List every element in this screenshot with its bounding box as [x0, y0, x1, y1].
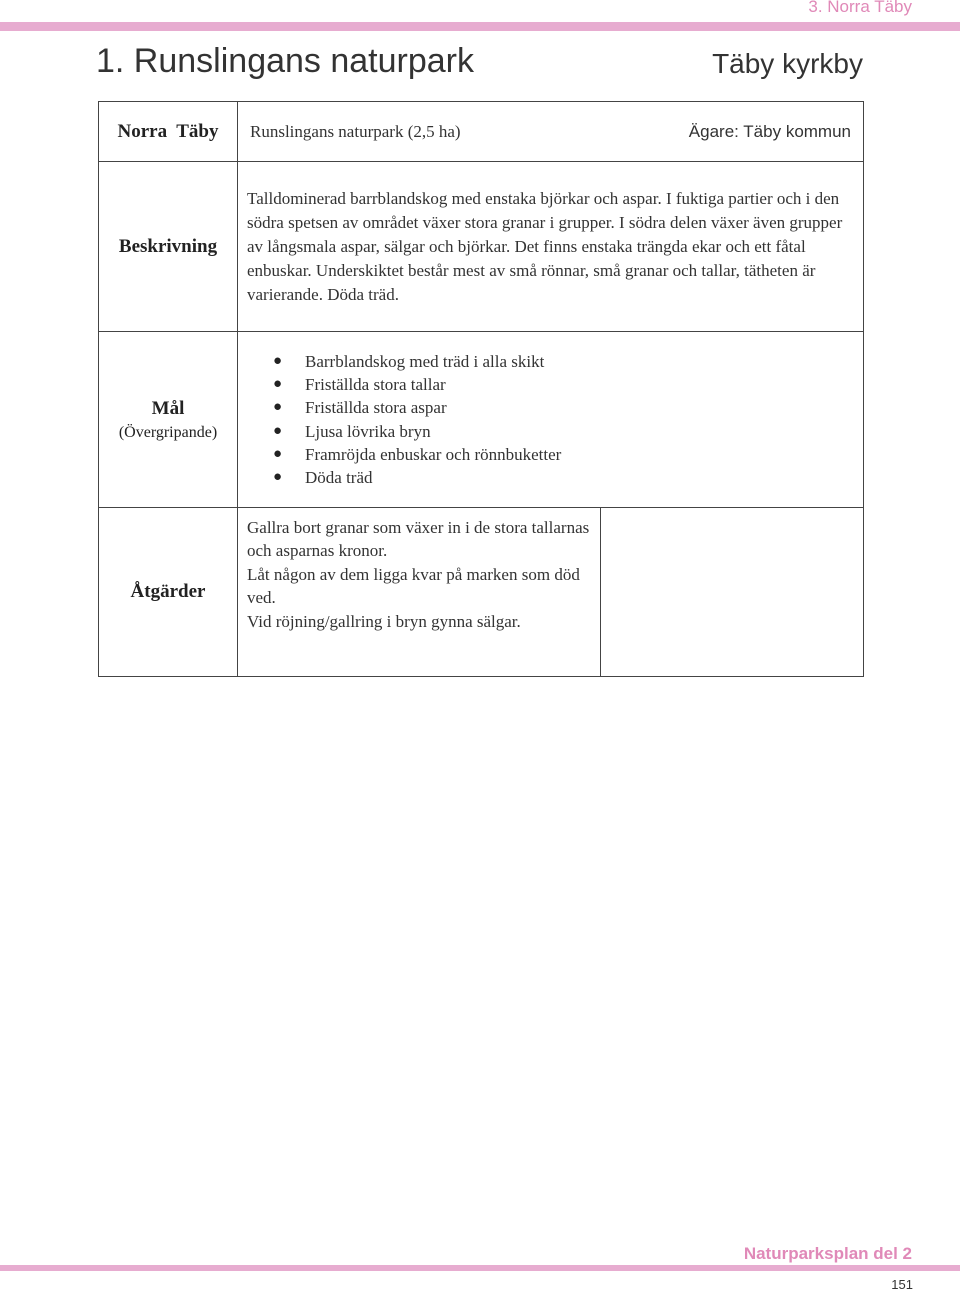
goals-label-cell: [99, 332, 238, 508]
goals-list: [238, 350, 863, 489]
actions-label: Åtgärder: [130, 581, 206, 602]
goal-text: Framröjda enbuskar och rönnbuketter: [305, 444, 562, 464]
bullet-icon: ●: [273, 422, 283, 439]
list-item: [273, 396, 863, 419]
description-text: Talldominerad barrblandskog med enstaka björkar och aspar. I fuktiga partier och i den södra spetsen av området växer stora granar i grupper. I södra delen växer även grupper av långsmala aspar, sälgar och björkar. Det finns enstaka trängda ekar och ett fåtal enbuskar. Underskiktet består mest av små rönnar, små granar och tallar, tätheten är varierande. Döda träd.: [238, 162, 864, 332]
table-row-actions: [99, 508, 864, 677]
goal-text: Barrblandskog med träd i alla skikt: [305, 351, 545, 371]
list-item: [273, 443, 863, 466]
description-label: Beskrivning: [118, 235, 218, 257]
footer-rule: [0, 1265, 960, 1271]
list-item: [273, 350, 863, 373]
area-owner-cell: [238, 102, 864, 162]
action-line: Låt någon av dem ligga kvar på marken som död ved.: [247, 564, 580, 608]
bullet-icon: ●: [273, 376, 283, 393]
table-row-description: [99, 162, 864, 332]
header-rule: [0, 22, 960, 31]
place-name: Täby kyrkby: [712, 48, 863, 79]
bullet-icon: ●: [273, 399, 283, 416]
actions-empty-cell: [601, 508, 864, 677]
action-line: Gallra bort granar som växer in i de stora tallarnas och asparnas kronor.: [247, 518, 590, 561]
actions-label-cell: [99, 508, 238, 677]
list-item: [273, 373, 863, 396]
owner-label: Ägare: Täby kommun: [688, 121, 852, 141]
goals-list-cell: [238, 332, 864, 508]
page-title: 1. Runslingans naturpark: [96, 42, 475, 80]
goal-text: Döda träd: [305, 467, 373, 487]
plan-table: [98, 101, 864, 677]
list-item: [273, 466, 863, 489]
goal-text: Ljusa lövrika bryn: [305, 421, 431, 441]
goal-text: Friställda stora aspar: [305, 398, 447, 418]
goals-label: Mål: [151, 397, 185, 419]
page-number: 151: [891, 1277, 913, 1292]
list-item: [273, 420, 863, 443]
table-row-goals: [99, 332, 864, 508]
bullet-icon: ●: [273, 468, 283, 485]
area-name: Runslingans naturpark (2,5 ha): [250, 121, 461, 141]
bullet-icon: ●: [273, 445, 283, 462]
goal-text: Friställda stora tallar: [305, 375, 446, 395]
action-line: Vid röjning/gallring i bryn gynna sälgar.: [247, 611, 521, 631]
district-label: Norra Täby: [117, 120, 219, 142]
table-row-head: [99, 102, 864, 162]
bullet-icon: ●: [273, 352, 283, 369]
description-label-cell: [99, 162, 238, 332]
actions-text-cell: [238, 508, 601, 677]
goals-sublabel: (Övergripande): [118, 423, 218, 441]
district-cell: [99, 102, 238, 162]
section-label: 3. Norra Täby: [808, 0, 912, 16]
footer-label: Naturparksplan del 2: [743, 1244, 912, 1263]
